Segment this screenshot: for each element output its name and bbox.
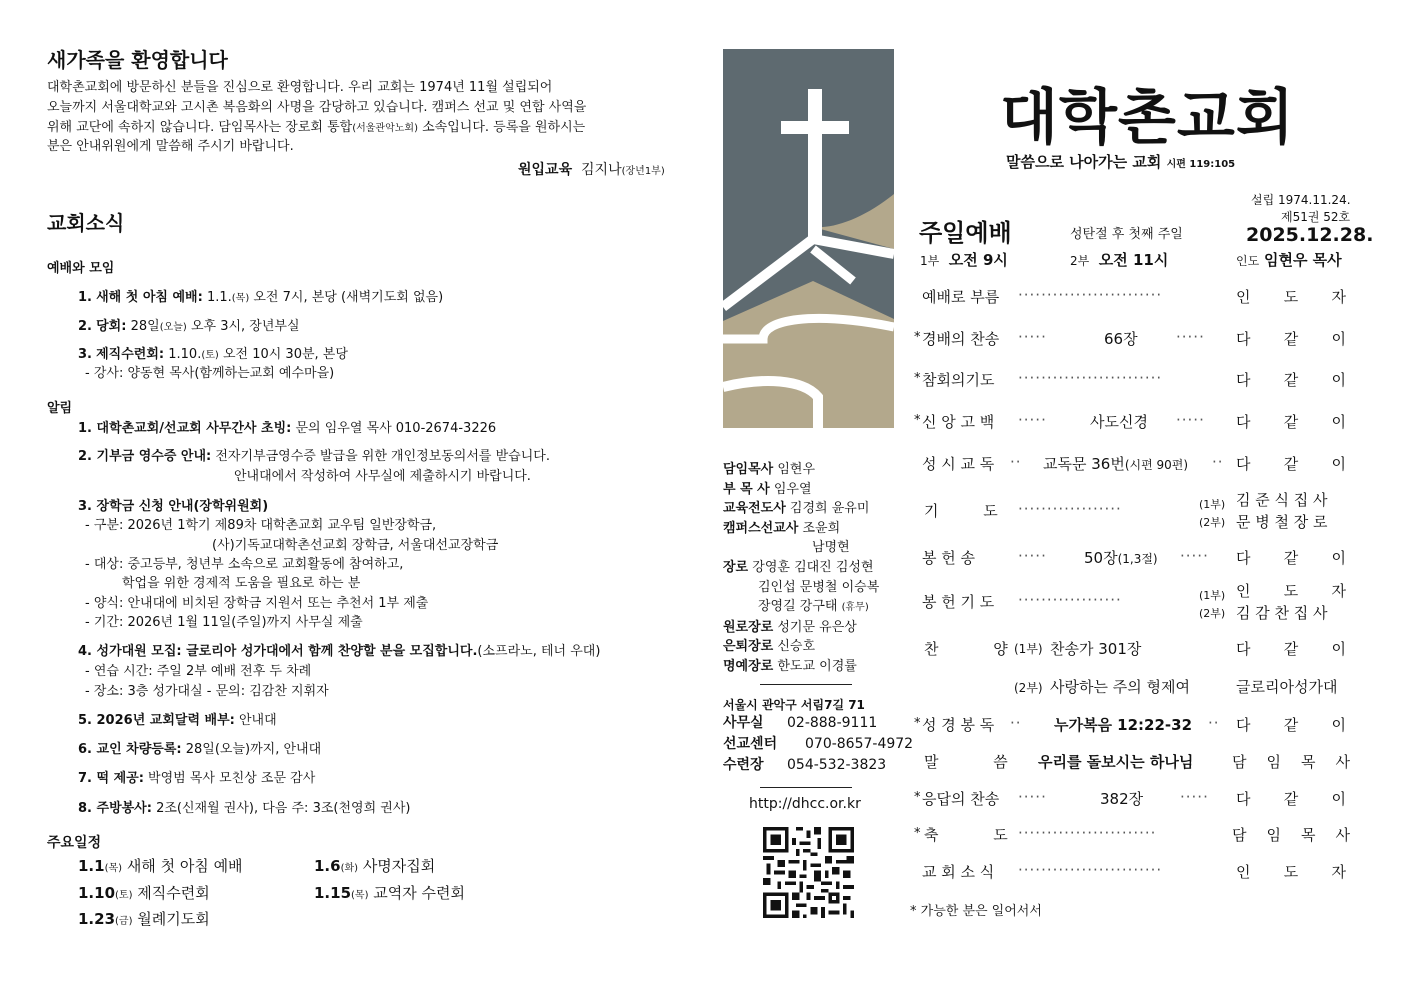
service-time-2: 2부 오전 11시 — [1070, 251, 1169, 269]
notice-3-title: 3. 장학금 신청 안내(장학위원회) — [78, 499, 269, 514]
contact-row: 선교센터 070-8657-4972 — [723, 736, 914, 752]
website-link[interactable]: http://dhcc.or.kr — [749, 796, 861, 812]
order-row-benediction: * 축 도 ························ 담 임 목 사 — [914, 824, 1350, 844]
schedule-item-1: 1.1(목) 새해 첫 아침 예배 — [78, 857, 243, 875]
order-row-prayer-of-confession: * 참회의기도 ························· 다 같 이 — [914, 369, 1346, 389]
staff-row: 김인섭 문병철 이승복 — [758, 579, 880, 595]
worship-item-3: 3. 제직수련회: 1.10.(토) 오전 10시 30분, 본당 — [78, 347, 348, 362]
church-cross-logo — [723, 49, 894, 428]
contact-row: 사무실 02-888-9111 — [723, 715, 878, 731]
staff-row: 장로 강영훈 김대진 김성현 — [723, 559, 874, 575]
qr-code — [763, 827, 854, 918]
worship-item-1: 1. 새해 첫 아침 예배: 1.1.(목) 오전 7시, 본당 (새벽기도회 없음) — [78, 290, 444, 305]
order-row-prayer: 기 도 ·················· (1부) 김 준 식 집 사 (2부) 문 병 철 장 로 — [924, 491, 1328, 531]
staff-row: 교육전도사 김경희 윤유미 — [723, 501, 870, 517]
order-row-creed: * 신 앙 고 백 ····· 사도신경 ····· 다 같 이 — [914, 411, 1346, 431]
welcome-line-2: 오늘까지 서울대학교와 고시촌 복음화의 사명을 감당하고 있습니다. 캠퍼스 선교 및 연합 사역을 — [47, 100, 587, 115]
founded-date: 설립 1974.11.24. — [1251, 193, 1351, 207]
newcomer-education: 원입교육 김지나(장년1부) — [518, 162, 665, 178]
worship-item-2: 2. 당회: 28일(오늘) 오후 3시, 장년부실 — [78, 319, 300, 334]
motto: 말씀으로 나아가는 교회 시편 119:105 — [1006, 153, 1236, 171]
notice-3-line-3: - 대상: 중고등부, 청년부 소속으로 교회활동에 참여하고, — [85, 557, 404, 572]
notice-4-line-2: - 장소: 3층 성가대실 - 문의: 김감찬 지휘자 — [85, 684, 329, 699]
worship-item-3-speaker: - 강사: 양동현 목사(함께하는교회 예수마을) — [85, 366, 335, 381]
notice-3-line-1: - 구분: 2026년 1학기 제89차 대학촌교회 교우팀 일반장학금, — [85, 518, 437, 533]
church-name: 대학촌교회 — [1000, 83, 1295, 153]
notice-2: 2. 기부금 영수증 안내: 전자기부금영수증 발급을 위한 개인정보동의서를 받습니다. — [78, 449, 550, 464]
notice-3-line-5: - 양식: 안내대에 비치된 장학금 지원서 또는 추천서 1부 제출 — [85, 596, 429, 611]
notice-1: 1. 대학촌교회/선교회 사무간사 초빙: 문의 임우열 목사 010-2674-3226 — [78, 421, 497, 436]
divider — [760, 787, 852, 788]
staff-row: 은퇴장로 신승호 — [723, 639, 816, 655]
notice-3-line-2: (사)기독교대학촌선교회 장학금, 서울대선교장학금 — [212, 538, 499, 553]
order-row-offering-hymn: 봉 헌 송 ····· 50장(1,3절) ····· 다 같 이 — [922, 547, 1346, 567]
staff-row: 담임목사 임현우 — [723, 462, 816, 477]
order-row-offering-prayer: 봉 헌 기 도 ·················· (1부) 인 도 자 (2부) 김 감 찬 집 사 — [922, 582, 1346, 622]
schedule-item-3: 1.10(토) 제직수련회 — [78, 884, 210, 902]
notice-section-title: 알림 — [47, 401, 73, 416]
worship-section-title: 예배와 모임 — [47, 261, 115, 276]
schedule-item-2: 1.6(화) 사명자집회 — [314, 857, 436, 875]
order-row-call-to-worship: 예배로 부름 ························· 인 도 자 — [922, 286, 1346, 306]
notice-3-line-4: 학업을 위한 경제적 도움을 필요로 하는 분 — [122, 576, 361, 591]
schedule-title: 주요일정 — [47, 835, 102, 851]
notice-3-line-6: - 기간: 2026년 1월 11일(주일)까지 사무실 제출 — [85, 615, 363, 630]
liturgical-season: 성탄절 후 첫째 주일 — [1070, 227, 1183, 242]
notice-6: 6. 교인 차량등록: 28일(오늘)까지, 안내대 — [78, 742, 322, 757]
schedule-item-5: 1.23(금) 월례기도회 — [78, 910, 210, 928]
staff-row: 명예장로 한도교 이경률 — [723, 658, 857, 674]
standing-note: * 가능한 분은 일어서서 — [910, 904, 1042, 919]
news-title: 교회소식 — [47, 211, 125, 235]
staff-row: 부 목 사 임우열 — [723, 481, 812, 497]
notice-4: 4. 성가대원 모집: 글로리아 성가대에서 함께 찬양할 분을 모집합니다.(소프라노, 테너 우대) — [78, 644, 601, 659]
staff-row: 장영길 강구태 (휴무) — [758, 599, 869, 615]
contact-row: 수련장 054-532-3823 — [723, 757, 887, 773]
service-title: 주일예배 — [919, 219, 1012, 247]
order-row-scripture: * 성 경 봉 독 ·· 누가복음 12:22-32 ·· 다 같 이 — [914, 714, 1346, 734]
schedule-item-4: 1.15(목) 교역자 수련회 — [314, 884, 465, 902]
notice-4-line-1: - 연습 시간: 주일 2부 예배 전후 두 차례 — [85, 664, 312, 679]
order-row-hymn-of-praise: * 경배의 찬송 ····· 66장 ····· 다 같 이 — [914, 328, 1346, 348]
staff-row: 원로장로 성기문 유은상 — [723, 619, 857, 635]
address: 서울시 관악구 서림7길 71 — [723, 698, 865, 712]
staff-row: 캠퍼스선교사 조윤희 — [723, 520, 841, 536]
contacts — [723, 713, 913, 776]
welcome-line-3: 위해 교단에 속하지 않습니다. 담임목사는 장로회 통합(서울관악노회) 소속입니다. 등록을 원하시는 — [47, 120, 586, 135]
volume-issue: 제51권 52호 — [1281, 210, 1351, 224]
order-row-sermon: 말 씀 우리를 돌보시는 하나님 담 임 목 사 — [924, 753, 1350, 771]
notice-8: 8. 주방봉사: 2조(신재월 권사), 다음 주: 3조(천영희 권사) — [78, 801, 411, 816]
notice-5: 5. 2026년 교회달력 배부: 안내대 — [78, 713, 277, 728]
welcome-title: 새가족을 환영합니다 — [47, 48, 228, 72]
welcome-line-1: 대학촌교회에 방문하신 분들을 진심으로 환영합니다. 우리 교회는 1974년 11월 설립되어 — [47, 80, 553, 95]
welcome-line-4: 분은 안내위원에게 말씀해 주시기 바랍니다. — [47, 139, 294, 154]
order-row-announcements: 교 회 소 식 ························· 인 도 자 — [922, 861, 1346, 881]
service-leader: 인도 임현우 목사 — [1236, 251, 1342, 269]
staff-list — [723, 460, 879, 677]
order-row-anthem: 찬 양 (1부) 찬송가 301장 다 같 이 (2부) 사랑하는 주의 형제여 글로리아성가대 — [924, 640, 1346, 696]
notice-2-line-2: 안내대에서 작성하여 사무실에 제출하시기 바랍니다. — [234, 469, 531, 484]
order-row-responsive-reading: 성 시 교 독 ·· 교독문 36번(시편 90편) ·· 다 같 이 — [922, 453, 1346, 473]
order-row-hymn-of-response: * 응답의 찬송 ····· 382장 ····· 다 같 이 — [914, 788, 1346, 808]
staff-row: 남명현 — [812, 540, 850, 556]
bulletin-date: 2025.12.28. — [1246, 224, 1374, 246]
divider — [760, 684, 852, 685]
service-time-1: 1부 오전 9시 — [920, 251, 1008, 269]
notice-7: 7. 떡 제공: 박영범 목사 모친상 조문 감사 — [78, 771, 316, 786]
